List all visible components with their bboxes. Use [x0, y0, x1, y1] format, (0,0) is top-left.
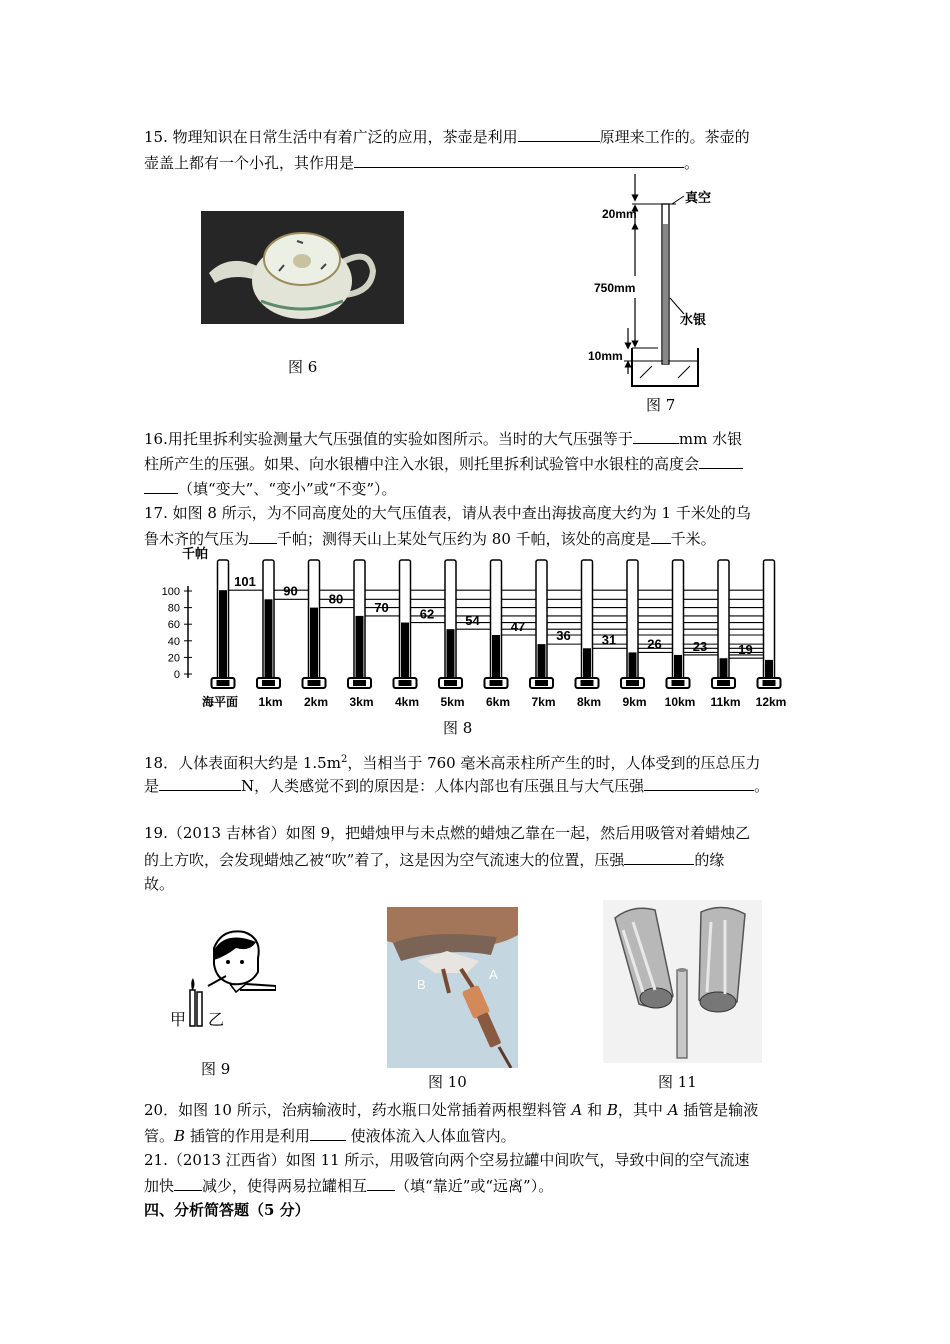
fig8-tube [485, 560, 508, 688]
fig8-unit-label: 千帕 [182, 546, 209, 561]
q15-line2: 壶盖上都有一个小孔，其作用是 。 [144, 151, 699, 174]
q17-blank-1[interactable] [249, 527, 277, 544]
fig11-caption: 图 11 [658, 1073, 697, 1091]
fig8-tube [667, 560, 690, 688]
q18-line2: 是 N，人类感觉不到的原因是：人体内部也有压强且与大气压强 。 [144, 774, 769, 797]
fig8-tube [303, 560, 326, 688]
fig9-label-jia: 甲 [170, 1012, 187, 1029]
fig8-value-label: 54 [465, 613, 480, 629]
fig8-mercury-bar [538, 644, 546, 682]
q20-blank-1[interactable] [310, 1124, 346, 1141]
q16-line1: 16.用托里拆利实验测量大气压强值的实验如图所示。当时的大气压强等于 mm 水银 [144, 427, 742, 450]
q17-blank-2[interactable] [651, 527, 671, 544]
fig11-cans-image [603, 900, 762, 1063]
fig8-mercury-bar [447, 629, 455, 682]
fig8-value-label: 23 [692, 638, 708, 654]
q16-blank-2a[interactable] [699, 452, 743, 469]
q17-line1: 17. 如图 8 所示，为不同高度处的大气压值表，请从表中查出海拔高度大约为 1 千米处的乌 [144, 504, 751, 522]
q17-line2: 鲁木齐的气压为 千帕；测得天山上某处气压约为 80 千帕，该处的高度是 千米。 [144, 527, 716, 550]
fig6-teapot-image [201, 211, 404, 324]
fig8-tube [394, 560, 417, 688]
fig8-x-label: 5km [440, 695, 465, 709]
q21-blank-1[interactable] [174, 1174, 202, 1191]
fig8-y-tick-label: 60 [167, 619, 180, 632]
section4-title: 四、分析简答题（5 分） [144, 1201, 310, 1219]
fig8-value-label: 31 [601, 632, 617, 648]
q20-line1: 20．如图 10 所示，治病输液时，药水瓶口处常插着两根塑料管 A 和 B，其中 A 插管是输液 [144, 1101, 759, 1119]
fig8-x-label: 4km [394, 695, 420, 709]
fig8-tube [758, 560, 781, 688]
fig8-value-label: 62 [419, 606, 435, 622]
q19-line2: 的上方吹，会发现蜡烛乙被“吹”着了，这是因为空气流速大的位置，压强 的缘 [144, 848, 724, 871]
fig8-value-label: 90 [283, 583, 298, 599]
fig9-candle-blow-image [166, 926, 276, 1038]
fig7-dim-bottom: 10mm [588, 349, 623, 363]
fig8-tube [712, 560, 735, 688]
fig10-caption: 图 10 [428, 1073, 467, 1091]
q19-line1: 19.（2013 吉林省）如图 9，把蜡烛甲与未点燃的蜡烛乙靠在一起，然后用吸管对着蜡烛乙 [144, 824, 751, 842]
fig8-y-tick-label: 40 [167, 635, 180, 648]
fig7-caption: 图 7 [646, 396, 676, 414]
fig8-value-label: 47 [510, 618, 526, 634]
fig8-tube [439, 560, 462, 688]
fig8-tube [212, 560, 235, 688]
fig8-x-label: 10km [664, 695, 696, 709]
fig8-tube [576, 560, 599, 688]
fig8-x-label: 1km [258, 695, 283, 709]
fig8-x-label: 6km [485, 695, 511, 709]
q18-blank-2[interactable] [644, 774, 754, 791]
fig7-label-vacuum: 真空 [685, 190, 712, 205]
q15-blank-1[interactable] [518, 125, 600, 142]
fig8-value-label: 70 [374, 599, 389, 615]
fig8-caption: 图 8 [443, 719, 473, 737]
q21-blank-2[interactable] [367, 1174, 395, 1191]
fig8-mercury-bar [219, 590, 227, 682]
fig8-mercury-bar [265, 599, 273, 682]
fig7-dim-top: 20mm [602, 207, 637, 221]
q16-blank-1[interactable] [633, 427, 679, 444]
fig8-x-label: 12km [755, 695, 787, 709]
fig8-x-label: 海平面 [201, 695, 239, 709]
fig8-tube [621, 560, 644, 688]
fig8-value-label: 80 [328, 591, 344, 607]
q19-line3: 故。 [144, 875, 175, 893]
fig10-infusion-image [387, 907, 518, 1068]
fig9-label-yi: 乙 [208, 1012, 225, 1029]
fig8-x-label: 2km [303, 695, 329, 709]
fig8-mercury-bar [583, 648, 591, 682]
q21-line2: 加快 减少，使得两易拉罐相互 （填“靠近”或“远离”）。 [144, 1174, 553, 1197]
q16-line3: （填“变大”、“变小”或“不变”）。 [144, 477, 397, 500]
fig8-mercury-bar [492, 635, 500, 682]
fig8-mercury-bar [310, 608, 318, 682]
fig10-label-b: B [417, 977, 426, 992]
fig8-tube [530, 560, 553, 688]
q21-line1: 21.（2013 江西省）如图 11 所示，用吸管向两个空易拉罐中间吹气，导致中间的空气流速 [144, 1151, 750, 1169]
fig8-x-label: 3km [349, 695, 374, 709]
q16-blank-2b[interactable] [144, 477, 178, 494]
fig10-label-a: A [489, 967, 498, 982]
q15-line1: 15. 物理知识在日常生活中有着广泛的应用，茶壶是利用 原理来工作的。茶壶的 [144, 125, 750, 148]
q15-blank-2[interactable] [354, 151, 684, 168]
fig8-x-label: 9km [622, 695, 647, 709]
fig8-y-tick-label: 20 [167, 652, 180, 665]
fig9-caption: 图 9 [201, 1060, 231, 1078]
fig7-dim-mid: 750mm [594, 281, 636, 295]
q18-line1: 18．人体表面积大约是 $1.5m^2$，当相当于 760 毫米高汞柱所产生的时，人体受到的压总压力 [144, 754, 761, 772]
fig8-value-label: 26 [647, 636, 662, 652]
fig6-caption: 图 6 [288, 358, 318, 376]
fig8-mercury-bar [401, 623, 409, 682]
fig8-y-tick-label: 0 [173, 669, 180, 681]
fig7-label-mercury: 水银 [680, 312, 707, 327]
fig8-value-label: 101 [234, 574, 256, 590]
fig7-torricelli-diagram [588, 168, 728, 394]
fig8-value-label: 19 [738, 642, 753, 658]
q19-blank-1[interactable] [624, 848, 694, 865]
fig8-pressure-chart [150, 546, 800, 712]
fig8-x-label: 8km [576, 695, 602, 709]
fig8-tube [257, 560, 280, 688]
fig8-y-tick-label: 100 [161, 586, 180, 598]
fig8-x-label: 7km [531, 695, 556, 709]
fig8-value-label: 36 [556, 628, 571, 644]
fig8-tube [348, 560, 371, 688]
q20-line2: 管。B 插管的作用是利用 使液体流入人体血管内。 [144, 1124, 516, 1147]
fig8-x-label: 11km [710, 695, 741, 709]
q16-line2: 柱所产生的压强。如果、向水银槽中注入水银，则托里拆利试验管中水银柱的高度会 [144, 452, 743, 475]
q18-blank-1[interactable] [159, 774, 241, 791]
fig8-y-tick-label: 80 [167, 602, 180, 615]
fig8-mercury-bar [356, 616, 364, 682]
